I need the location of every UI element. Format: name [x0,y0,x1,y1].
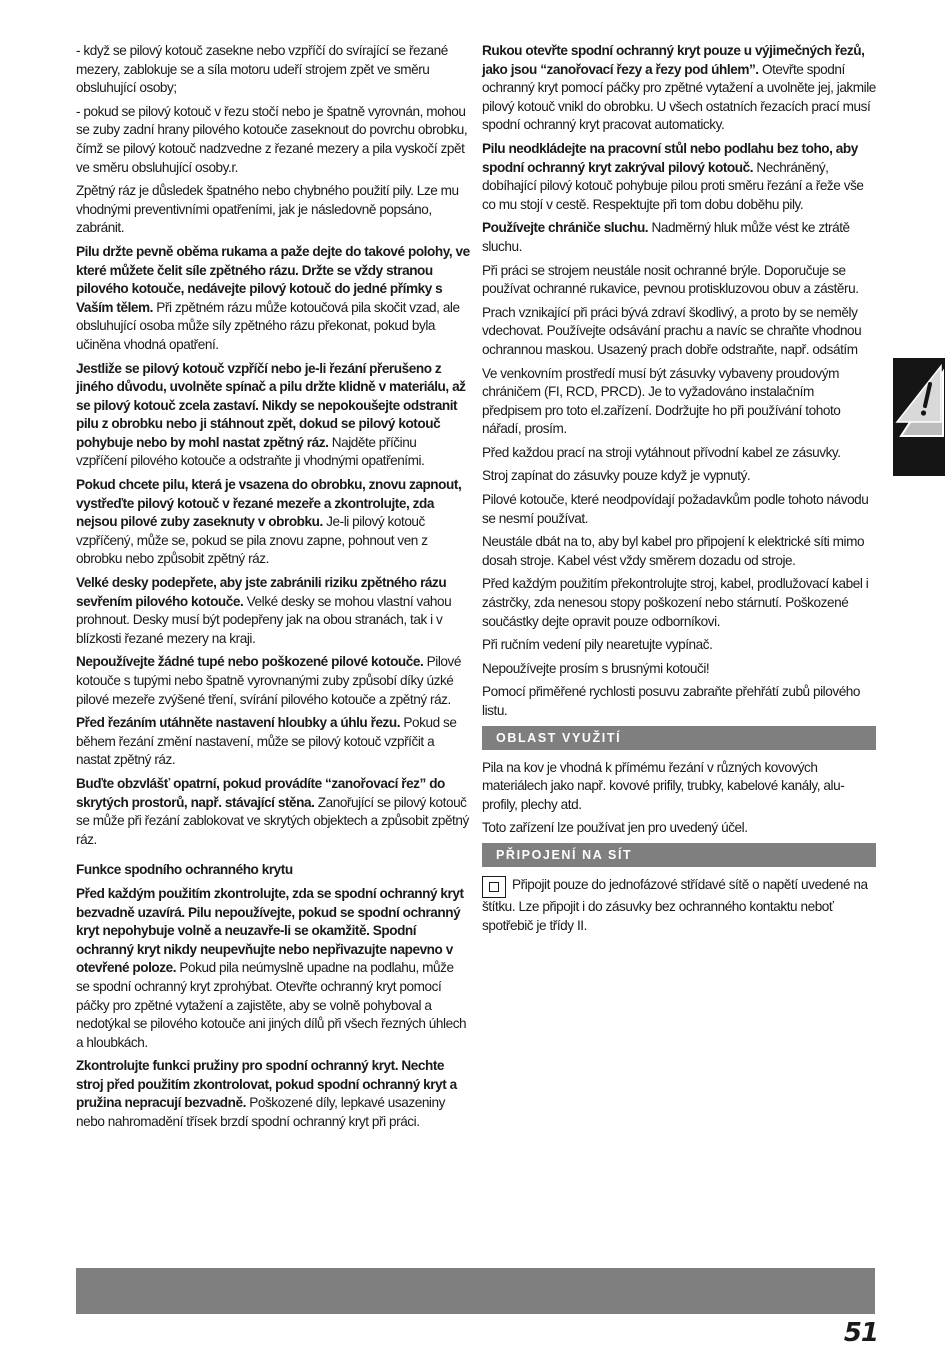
paragraph: Zpětný ráz je důsledek špatného nebo chybného použití pily. Lze mu vhodnými preventivními opatřeními, jak je následovně popsáno, zabránit. [76,183,459,236]
bold-lead: Nepoužívejte žádné tupé nebo poškozené pilové kotouče. [76,654,424,670]
bold-lead: Pokud chcete pilu, která je vsazena do obrobku, znovu zapnout, vystřeďte pilový kotouč v řezané mezeře a zkontrolujte, zda nejsou pilové zuby zaseknuty v obrobku. [76,477,462,530]
bold-lead: Zkontrolujte funkci pružiny pro spodní ochranný kryt. Nechte stroj před použitím zkontrolovat, pokud spodní ochranný kryt a pružina nepracují bezvadně. [76,1058,457,1111]
paragraph: Před každou prací na stroji vytáhnout přívodní kabel ze zásuvky. [482,444,841,460]
side-tab [893,358,945,476]
section-header-usage: OBLAST VYUŽITÍ [482,726,876,750]
paragraph-text: Pokud pila neúmyslně upadne na podlahu, může se spodní ochranný kryt zprohýbat. Otevřte ochranný kryt pomocí páčky pro zpětné vytažení a zajistěte, aby se volně pohyboval a nedotýkal se pilového kotouče ani jiných dílů při všech řezných úhlech a hloubkách. [76,960,467,1050]
paragraph: - když se pilový kotouč zasekne nebo vzpříčí do svírající se řezané mezery, zablokuje se a síla motoru udeří strojem zpět ve směru obsluhující osoby; [76,43,448,96]
subheading-guard-function [76,861,470,880]
paragraph: Ve venkovním prostředí musí být zásuvky vybaveny proudovým chráničem (FI, RCD, PRCD). Je to vyžadováno instalačním předpisem pro toto el.zařízení. Dodržujte ho při používání tohoto nářadí, prosím. [482,365,841,437]
paragraph [482,876,876,935]
paragraph [76,1057,470,1131]
paragraph [76,714,470,770]
paragraph: Pomocí přiměřené rychlosti posuvu zabraňte přehřátí zubů pilového listu. [482,684,861,718]
paragraph: Při práci se strojem neustále nosit ochranné brýle. Doporučuje se používat ochranné rukavice, pevnou protiskluzovou obuv a zástěru. [482,262,859,297]
paragraph: Toto zařízení lze používat jen pro uvedený účel. [482,820,748,836]
bold-lead: Buďte obzvlášť opatrní, pokud provádíte “zanořovací řez” do skrytých prostorů, např. stávající stěna. [76,775,445,810]
paragraph-text: Pokud se během řezání změní nastavení, může se pilový kotouč vzpříčit a nastat zpětný ráz. [76,715,457,768]
class-ii-symbol-icon [482,876,506,898]
paragraph-text: Otevřte spodní ochranný kryt pomocí páčky pro zpětné vytažení a uvolněte jej, jakmile pilový kotouč vnikl do obrobku. U všech ostatních řezacích prací musí spodní ochranný kryt pracovat automaticky. [482,61,876,133]
paragraph [76,243,470,355]
paragraph: Pilové kotouče, které neodpovídají požadavkům podle tohoto návodu se nesmí používat. [482,492,869,526]
bold-lead: Před každým použitím zkontrolujte, zda se spodní ochranný kryt bezvadně uzavírá. Pilu nepoužívejte, pokud se spodní ochranný kryt nepohybuje volně a neuzavře-li se okamžitě. Spodní ochranný kryt nikdy neupevňujte nebo nepřivazujte napevno v otevřené poloze. [76,885,464,976]
paragraph [76,360,470,472]
bold-lead: Pilu držte pevně oběma rukama a paže dejte do takové polohy, ve které můžete čelit síle zpětného rázu. Držte se vždy stranou pilového kotouče, nedávejte pilový kotouč do jedné přímky s Vaším tělem. [76,243,470,315]
paragraph-text: Velké desky se mohou vlastní vahou prohnout. Desky musí být podepřeny jak na obou stranách, tak i v blízkosti řezané mezery na kraji. [76,593,452,646]
paragraph [76,653,470,709]
paragraph [482,140,876,214]
bold-lead: Rukou otevřte spodní ochranný kryt pouze u výjimečných řezů, jako jsou “zanořovací řezy a řezy pod úhlem”. [482,43,865,77]
paragraph [482,42,876,135]
paragraph: Stroj zapínat do zásuvky pouze když je vypnutý. [482,468,751,484]
paragraph-text: Nechráněný, dobíhající pilový kotouč pohybuje pilou proti směru řezání a řeže vše co mu stojí v cestě. Respektujte při tom dobu doběhu pily. [482,159,864,212]
bold-lead: Používejte chrániče sluchu. [482,220,649,236]
footer-bar [76,1268,875,1314]
paragraph [482,219,876,256]
bold-lead: Pilu neodkládejte na pracovní stůl nebo podlahu bez toho, aby spodní ochranný kryt zakrýval pilový kotouč. [482,140,858,175]
paragraph-text: Je-li pilový kotouč vzpříčený, může se, pokud se pila znovu zapne, pohnout ven z obrobku nebo způsobit zpětný ráz. [76,514,428,567]
paragraph [76,574,470,648]
bold-lead: Velké desky podepřete, aby jste zabránili riziku zpětného rázu sevřením pilového kotouče. [76,575,447,609]
paragraph: Nepoužívejte prosím s brusnými kotouči! [482,660,710,676]
paragraph-text: Pilové kotouče s tupými nebo špatně vyrovnanými zuby způsobí díky úzké pilové mezeře zvýšené tření, svírání pilového kotouče a zpětný ráz. [76,654,461,707]
bold-lead: Jestliže se pilový kotouč vzpříčí nebo je-li řezání přerušeno z jiného důvodu, uvolněte spínač a pilu držte klidně v materiálu, až se pilový kotouč zcela zastaví. Nikdy se nepokoušejte odstranit pilu z obrobku nebo ji stáhnout zpět, dokud se pilový kotouč pohybuje nebo by mohl nastat zpětný ráz. [76,360,466,450]
bold-lead: Před řezáním utáhněte nastavení hloubky a úhlu řezu. [76,715,401,731]
paragraph [76,775,470,849]
paragraph: - pokud se pilový kotouč v řezu stočí nebo je špatně vyrovnán, mohou se zuby zadní hrany pilového kotouče zaseknout do povrchu obrobku, čímž se pilový kotouč nadzvedne z řezané mezery a pila vyskočí zpět ve směru obsluhující osoby.r. [76,103,468,175]
paragraph-text: Nadměrný hluk může vést ke ztrátě sluchu. [482,220,850,254]
paragraph: Před každým použitím překontrolujte stroj, kabel, prodlužovací kabel i zástrčky, zda nenesou stopy poškození nebo stárnutí. Poškozené součástky dejte opravit pouze odborníkovi. [482,576,869,629]
paragraph: Neustále dbát na to, aby byl kabel pro připojení k elektrické síti mimo dosah stroje. Kabel vést vždy směrem dozadu od stroje. [482,534,865,568]
warning-icon [893,362,945,440]
paragraph-text: Najděte příčinu vzpříčení pilového kotouče a odstraňte ji vhodnými opatřeními. [76,434,425,469]
subheading-text: Funkce spodního ochranného krytu [76,862,293,878]
paragraph-text: Zanořující se pilový kotouč se může při řezání zablokovat ve skrytých objektech a způsobit zpětný ráz. [76,794,469,847]
paragraph [76,885,470,1052]
paragraph: Při ručním vedení pily nearetujte vypínač. [482,637,713,653]
paragraph-text: Při zpětném rázu může kotoučová pila skočit vzad, ale obsluhující osoba může síly zpětného rázu překonat, pokud byla učiněna vhodná opatření. [76,299,460,352]
left-column [76,42,470,1137]
paragraph: Pila na kov je vhodná k přímému řezání v různých kovových materiálech jako např. kovové prifily, trubky, kabelové kanály, alu-profily, plechy atd. [482,759,845,812]
paragraph-text: Připojit pouze do jednofázové střídavé sítě o napětí uvedené na štítku. Lze připojit i do zásuvky bez ochranného kontaktu neboť spotřebič je třídy II. [482,876,868,933]
section-header-power: PŘIPOJENÍ NA SÍT [482,843,876,867]
paragraph-text: Poškozené díly, lepkavé usazeniny nebo nahromadění třísek brzdí spodní ochranný kryt při práci. [76,1095,445,1130]
paragraph: Prach vznikající při práci bývá zdraví škodlivý, a proto by se neměly vdechovat. Používejte odsávání prachu a navíc se chraňte vhodnou ochrannou maskou. Usazený prach dobře odstraňte, např. odsátím [482,304,862,357]
page-number: 51 [843,1318,878,1348]
right-column [482,42,876,940]
paragraph [76,476,470,569]
